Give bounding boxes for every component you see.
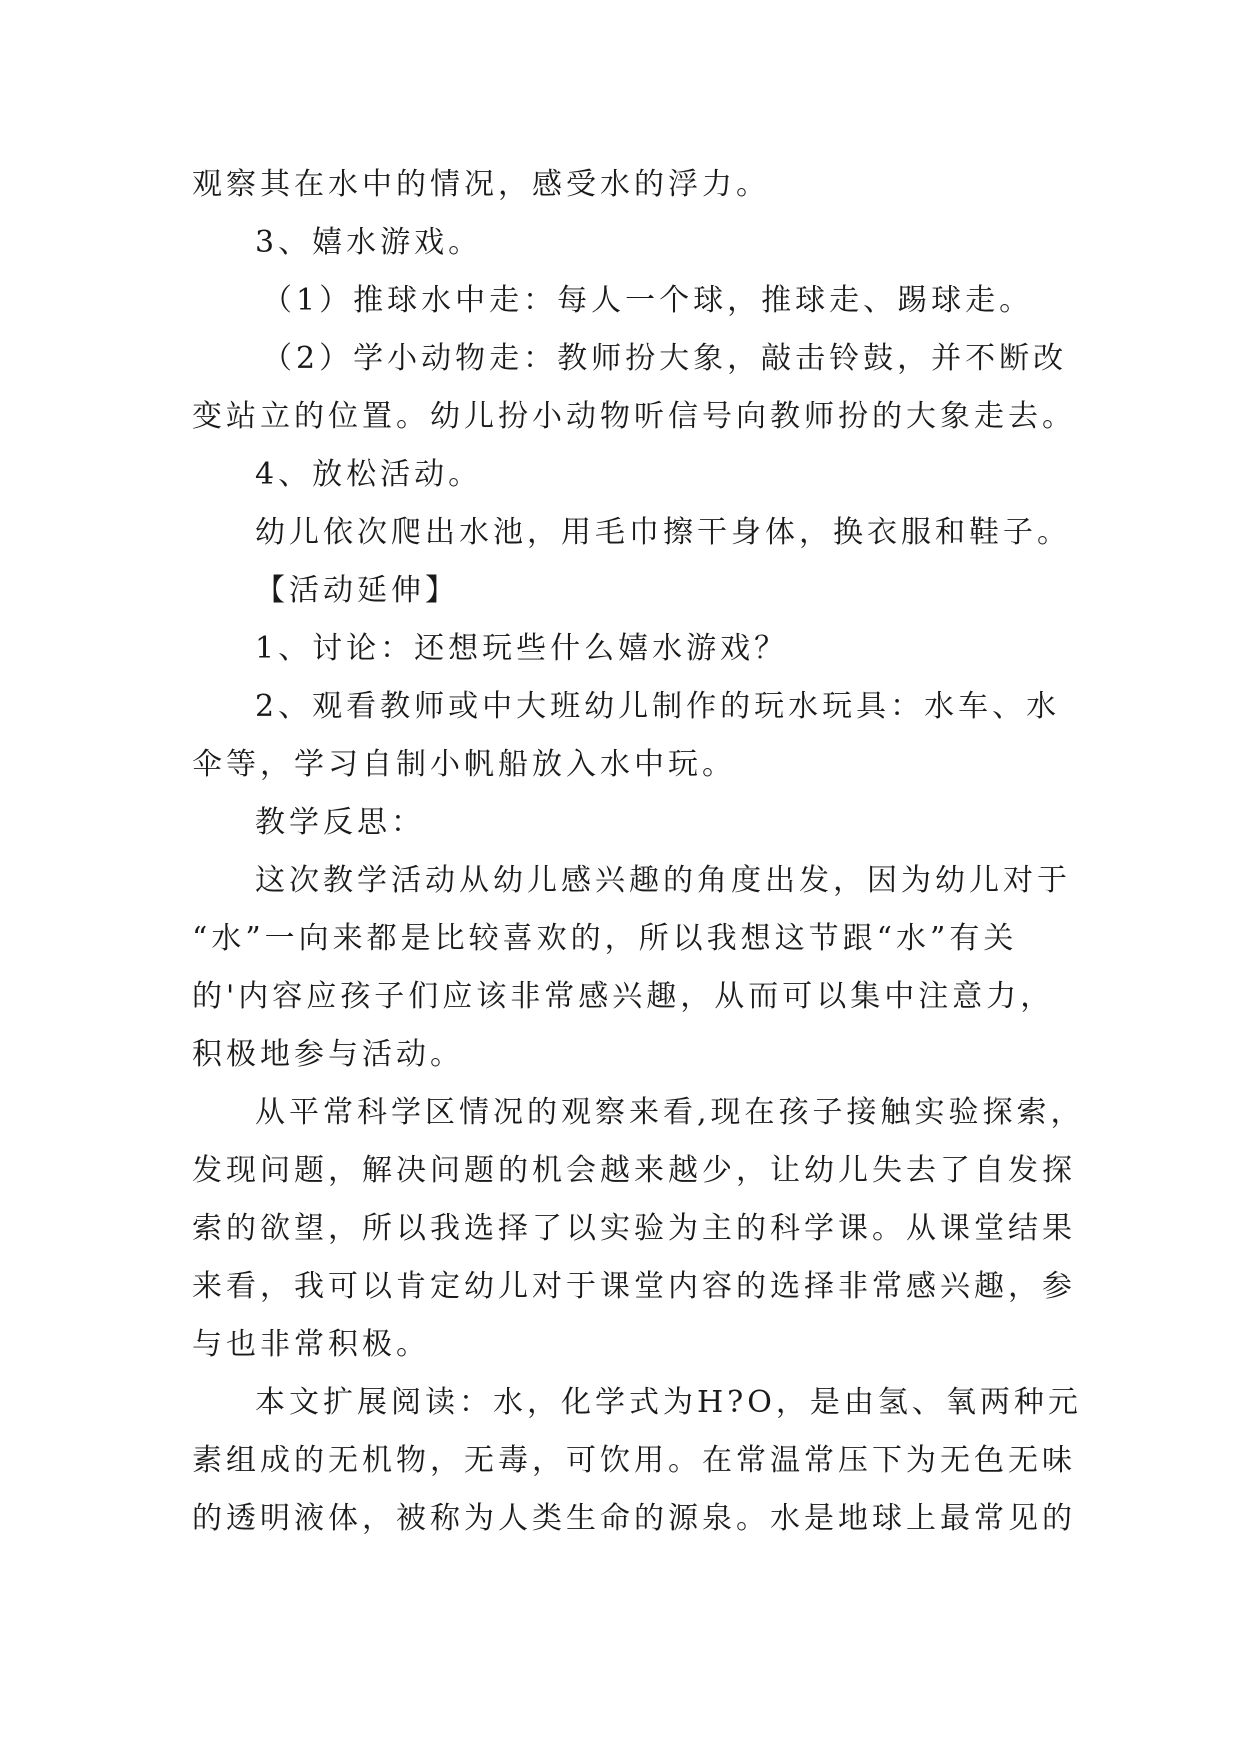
list-item: （1）推球水中走：每人一个球，推球走、踢球走。 <box>262 283 1034 318</box>
paragraph-line: 发现问题，解决问题的机会越来越少，让幼儿失去了自发探 <box>192 1153 1076 1188</box>
section-heading: 【活动延伸】 <box>255 573 459 608</box>
list-item: 1、讨论：还想玩些什么嬉水游戏？ <box>255 631 789 666</box>
paragraph-line: 观察其在水中的情况，感受水的浮力。 <box>192 167 770 202</box>
paragraph-line: 与也非常积极。 <box>192 1327 430 1362</box>
paragraph-line: 幼儿依次爬出水池，用毛巾擦干身体，换衣服和鞋子。 <box>255 515 1071 550</box>
list-item: 2、观看教师或中大班幼儿制作的玩水玩具：水车、水 <box>255 689 1061 724</box>
paragraph-line: 来看，我可以肯定幼儿对于课堂内容的选择非常感兴趣，参 <box>192 1269 1076 1304</box>
paragraph-line: 的透明液体，被称为人类生命的源泉。水是地球上最常见的 <box>192 1501 1076 1536</box>
paragraph-line: 这次教学活动从幼儿感兴趣的角度出发，因为幼儿对于 <box>255 863 1071 898</box>
paragraph-line: 素组成的无机物，无毒，可饮用。在常温常压下为无色无味 <box>192 1443 1076 1478</box>
paragraph-line: 变站立的位置。幼儿扮小动物听信号向教师扮的大象走去。 <box>192 399 1076 434</box>
section-heading: 3、嬉水游戏。 <box>255 225 483 260</box>
paragraph-line: 伞等，学习自制小帆船放入水中玩。 <box>192 747 736 782</box>
section-heading: 教学反思： <box>255 805 425 840</box>
paragraph-line: 本文扩展阅读：水，化学式为H?O，是由氢、氧两种元 <box>255 1385 1082 1420</box>
list-item: （2）学小动物走：教师扮大象，敲击铃鼓，并不断改 <box>262 341 1068 376</box>
section-heading: 4、放松活动。 <box>255 457 483 492</box>
paragraph-line: 积极地参与活动。 <box>192 1037 464 1072</box>
paragraph-line: “水”一向来都是比较喜欢的，所以我想这节跟“水”有关 <box>192 921 1018 956</box>
paragraph-line: 索的欲望，所以我选择了以实验为主的科学课。从课堂结果 <box>192 1211 1076 1246</box>
paragraph-line: 的'内容应孩子们应该非常感兴趣，从而可以集中注意力， <box>192 979 1055 1014</box>
paragraph-line: 从平常科学区情况的观察来看,现在孩子接触实验探索， <box>255 1095 1085 1130</box>
